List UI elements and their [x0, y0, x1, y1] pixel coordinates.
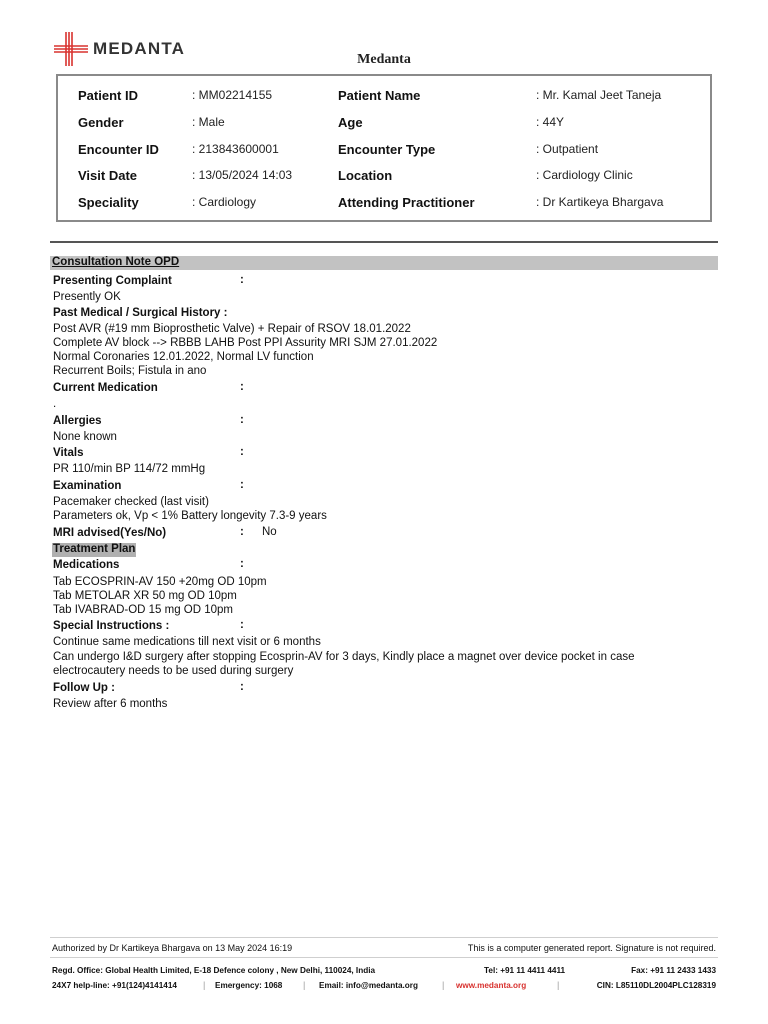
medications-label: Medications — [53, 559, 120, 571]
speciality-label: Speciality — [78, 195, 139, 210]
history-line: Complete AV block --> RBBB LAHB Post PPI Assurity MRI SJM 27.01.2022 — [53, 337, 438, 349]
special-instruction-line: Can undergo I&D surgery after stopping Ecosprin-AV for 3 days, Kindly place a magnet over device pocket in case — [53, 651, 635, 663]
speciality-value: : Cardiology — [192, 195, 257, 209]
patient-id-value: : MM02214155 — [192, 88, 273, 102]
age-label: Age — [338, 115, 363, 130]
separator: | — [203, 980, 206, 990]
patient-name-label: Patient Name — [338, 88, 421, 103]
follow-up-value: Review after 6 months — [53, 698, 168, 710]
special-instruction-line: Continue same medications till next visit or 6 months — [53, 636, 321, 648]
history-line: Normal Coronaries 12.01.2022, Normal LV function — [53, 351, 314, 363]
encounter-type-label: Encounter Type — [338, 142, 436, 157]
separator: | — [303, 980, 306, 990]
follow-up-label: Follow Up : — [53, 682, 115, 694]
patient-row-5 — [58, 195, 710, 215]
consultation-note-title: Consultation Note OPD — [52, 256, 180, 268]
presenting-complaint-value: Presently OK — [53, 291, 121, 303]
computer-generated-note: This is a computer generated report. Signature is not required. — [467, 943, 716, 953]
gender-label: Gender — [78, 115, 124, 130]
patient-row-4 — [58, 168, 710, 188]
colon: : — [240, 619, 244, 631]
location-value: : Cardiology Clinic — [536, 168, 633, 182]
examination-line: Pacemaker checked (last visit) — [53, 496, 209, 508]
separator: | — [442, 980, 445, 990]
email: Email: info@medanta.org — [319, 981, 418, 990]
patient-id-label: Patient ID — [78, 88, 138, 103]
medication-line: Tab ECOSPRIN-AV 150 +20mg OD 10pm — [53, 576, 267, 588]
colon: : — [240, 446, 244, 458]
colon: : — [240, 274, 244, 286]
practitioner-label: Attending Practitioner — [338, 195, 475, 210]
patient-row-2 — [58, 115, 710, 135]
colon: : — [240, 381, 244, 393]
medication-line: Tab IVABRAD-OD 15 mg OD 10pm — [53, 604, 234, 616]
colon: : — [240, 526, 244, 538]
age-value: : 44Y — [536, 115, 565, 129]
patient-row-1 — [58, 88, 710, 108]
registered-office: Regd. Office: Global Health Limited, E-18 Defence colony , New Delhi, 110024, India — [52, 966, 376, 975]
patient-row-3 — [58, 142, 710, 162]
mri-value: No — [262, 526, 277, 538]
authorized-by: Authorized by Dr Kartikeya Bhargava on 13 May 2024 16:19 — [52, 943, 293, 953]
hospital-name: Medanta — [357, 52, 411, 67]
encounter-id-value: : 213843600001 — [192, 142, 279, 156]
history-line: Recurrent Boils; Fistula in ano — [53, 365, 207, 377]
colon: : — [240, 479, 244, 491]
mri-label: MRI advised(Yes/No) — [53, 527, 167, 539]
fax: Fax: +91 11 2433 1433 — [631, 966, 716, 975]
history-line: Post AVR (#19 mm Bioprosthetic Valve) + Repair of RSOV 18.01.2022 — [53, 323, 411, 335]
vitals-label: Vitals — [53, 447, 84, 459]
separator: | — [557, 980, 560, 990]
examination-line: Parameters ok, Vp < 1% Battery longevity 7.3-9 years — [53, 510, 327, 522]
current-medication-value: . — [53, 398, 57, 410]
footer-divider — [50, 937, 718, 938]
visit-date-value: : 13/05/2024 14:03 — [192, 168, 293, 182]
current-medication-label: Current Medication — [53, 382, 158, 394]
examination-label: Examination — [53, 480, 122, 492]
colon: : — [240, 558, 244, 570]
history-label: Past Medical / Surgical History : — [53, 307, 228, 319]
treatment-plan-title: Treatment Plan — [53, 543, 136, 555]
patient-info-box — [56, 74, 712, 222]
emergency: Emergency: 1068 — [215, 981, 283, 990]
practitioner-value: : Dr Kartikeya Bhargava — [536, 195, 664, 209]
patient-name-value: : Mr. Kamal Jeet Taneja — [536, 88, 662, 102]
allergies-label: Allergies — [53, 415, 102, 427]
colon: : — [240, 414, 244, 426]
special-instructions-label: Special Instructions : — [53, 620, 170, 632]
footer-divider — [50, 957, 718, 958]
cin: CIN: L85110DL2004PLC128319 — [596, 981, 716, 990]
encounter-id-label: Encounter ID — [78, 142, 159, 157]
presenting-complaint-label: Presenting Complaint — [53, 275, 172, 287]
gender-value: : Male — [192, 115, 225, 129]
header-divider — [50, 241, 718, 243]
colon: : — [240, 681, 244, 693]
website-link[interactable]: www.medanta.org — [456, 981, 527, 990]
logo-text: MEDANTA — [93, 39, 186, 58]
visit-date-label: Visit Date — [78, 168, 138, 183]
medication-line: Tab METOLAR XR 50 mg OD 10pm — [53, 590, 237, 602]
helpline: 24X7 help-line: +91(124)4141414 — [52, 981, 177, 990]
telephone: Tel: +91 11 4411 4411 — [484, 966, 566, 975]
allergies-value: None known — [53, 431, 117, 443]
vitals-value: PR 110/min BP 114/72 mmHg — [53, 463, 206, 475]
encounter-type-value: : Outpatient — [536, 142, 599, 156]
special-instruction-line: electrocautery needs to be used during surgery — [53, 665, 294, 677]
location-label: Location — [338, 168, 393, 183]
